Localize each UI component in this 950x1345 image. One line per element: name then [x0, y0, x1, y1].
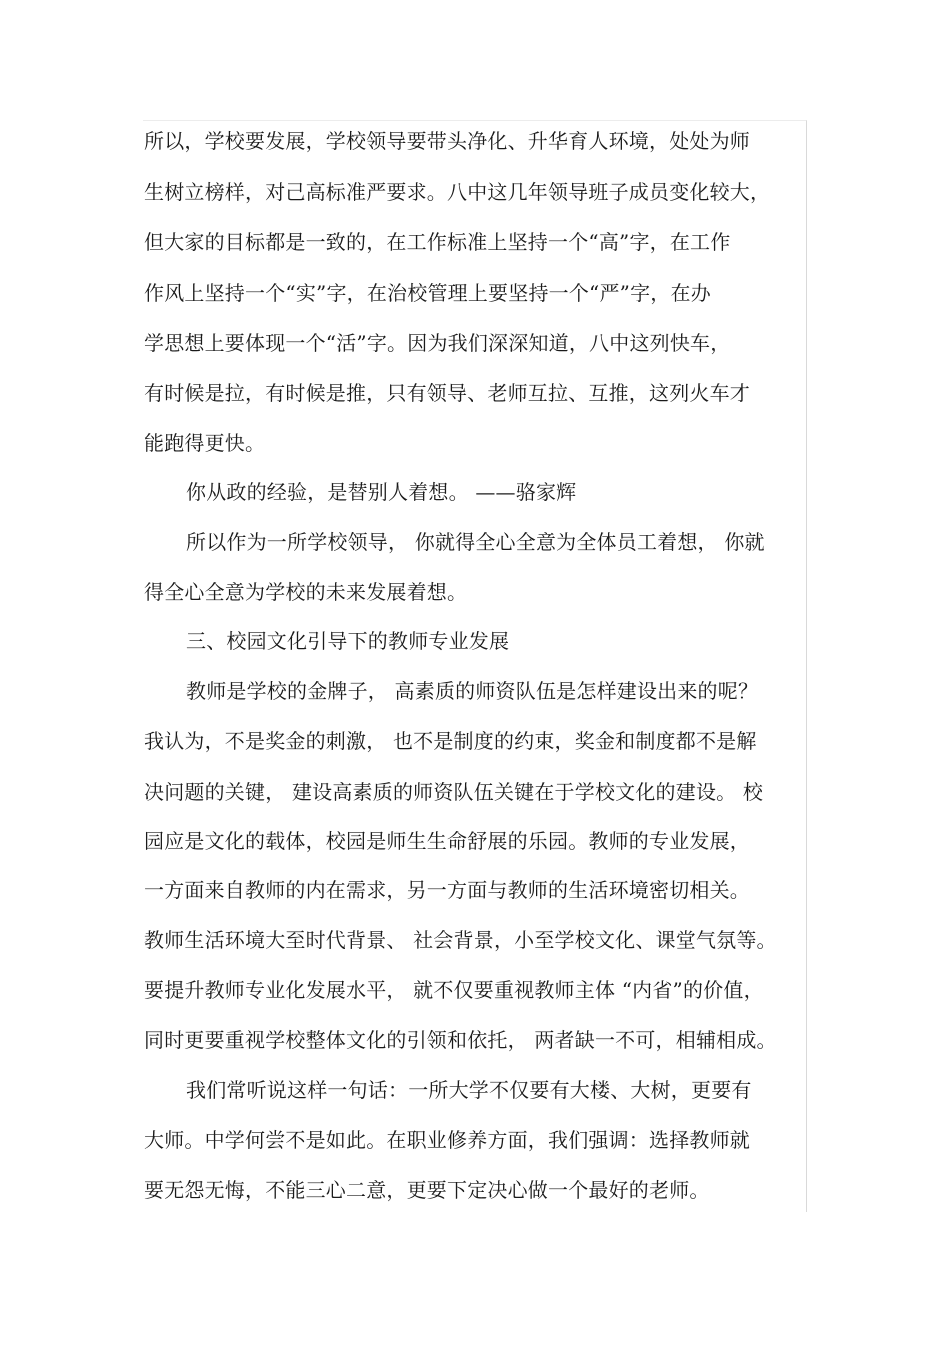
text-line: 所以作为一所学校领导， 你就得全心全意为全体员工着想， 你就 — [186, 530, 765, 554]
text-line: 教师是学校的金牌子， 高素质的师资队伍是怎样建设出来的呢？ — [186, 679, 759, 703]
quote-line: 你从政的经验，是替别人着想。 ——骆家辉 — [186, 480, 577, 504]
text-line: 学思想上要体现一个“活”字。因为我们深深知道，八中这列快车， — [144, 331, 731, 355]
text-line: 大师。中学何尝不是如此。在职业修养方面，我们强调：选择教师就 — [144, 1128, 750, 1152]
text-line: 园应是文化的载体，校园是师生生命舒展的乐园。教师的专业发展， — [144, 829, 750, 853]
text-line: 能跑得更快。 — [144, 431, 266, 455]
text-line: 要提升教师专业化发展水平， 就不仅要重视教师主体 “内省”的价值， — [144, 978, 764, 1002]
text-line: 一方面来自教师的内在需求，另一方面与教师的生活环境密切相关。 — [144, 878, 750, 902]
text-line: 决问题的关键， 建设高素质的师资队伍关键在于学校文化的建设。 校 — [144, 780, 764, 804]
text-line: 教师生活环境大至时代背景、 社会背景，小至学校文化、课堂气氛等。 — [144, 928, 777, 952]
text-line: 我们常听说这样一句话：一所大学不仅要有大楼、大树，更要有 — [186, 1078, 752, 1102]
text-line: 要无怨无悔，不能三心二意，更要下定决心做一个最好的老师。 — [144, 1178, 710, 1202]
text-line: 作风上坚持一个“实”字，在治校管理上要坚持一个“严”字，在办 — [144, 281, 711, 305]
text-line: 所以，学校要发展，学校领导要带头净化、升华育人环境，处处为师 — [144, 129, 750, 153]
text-line: 但大家的目标都是一致的，在工作标准上坚持一个“高”字，在工作 — [144, 230, 731, 254]
section-heading: 三、校园文化引导下的教师专业发展 — [186, 629, 510, 653]
text-line: 同时更要重视学校整体文化的引领和依托， 两者缺一不可，相辅相成。 — [144, 1028, 777, 1052]
text-line: 得全心全意为学校的未来发展着想。 — [144, 580, 468, 604]
text-line: 有时候是拉，有时候是推，只有领导、老师互拉、互推，这列火车才 — [144, 381, 750, 405]
text-line: 我认为，不是奖金的刺激， 也不是制度的约束，奖金和制度都不是解 — [144, 729, 757, 753]
text-line: 生树立榜样，对己高标准严要求。八中这几年领导班子成员变化较大， — [144, 180, 771, 204]
